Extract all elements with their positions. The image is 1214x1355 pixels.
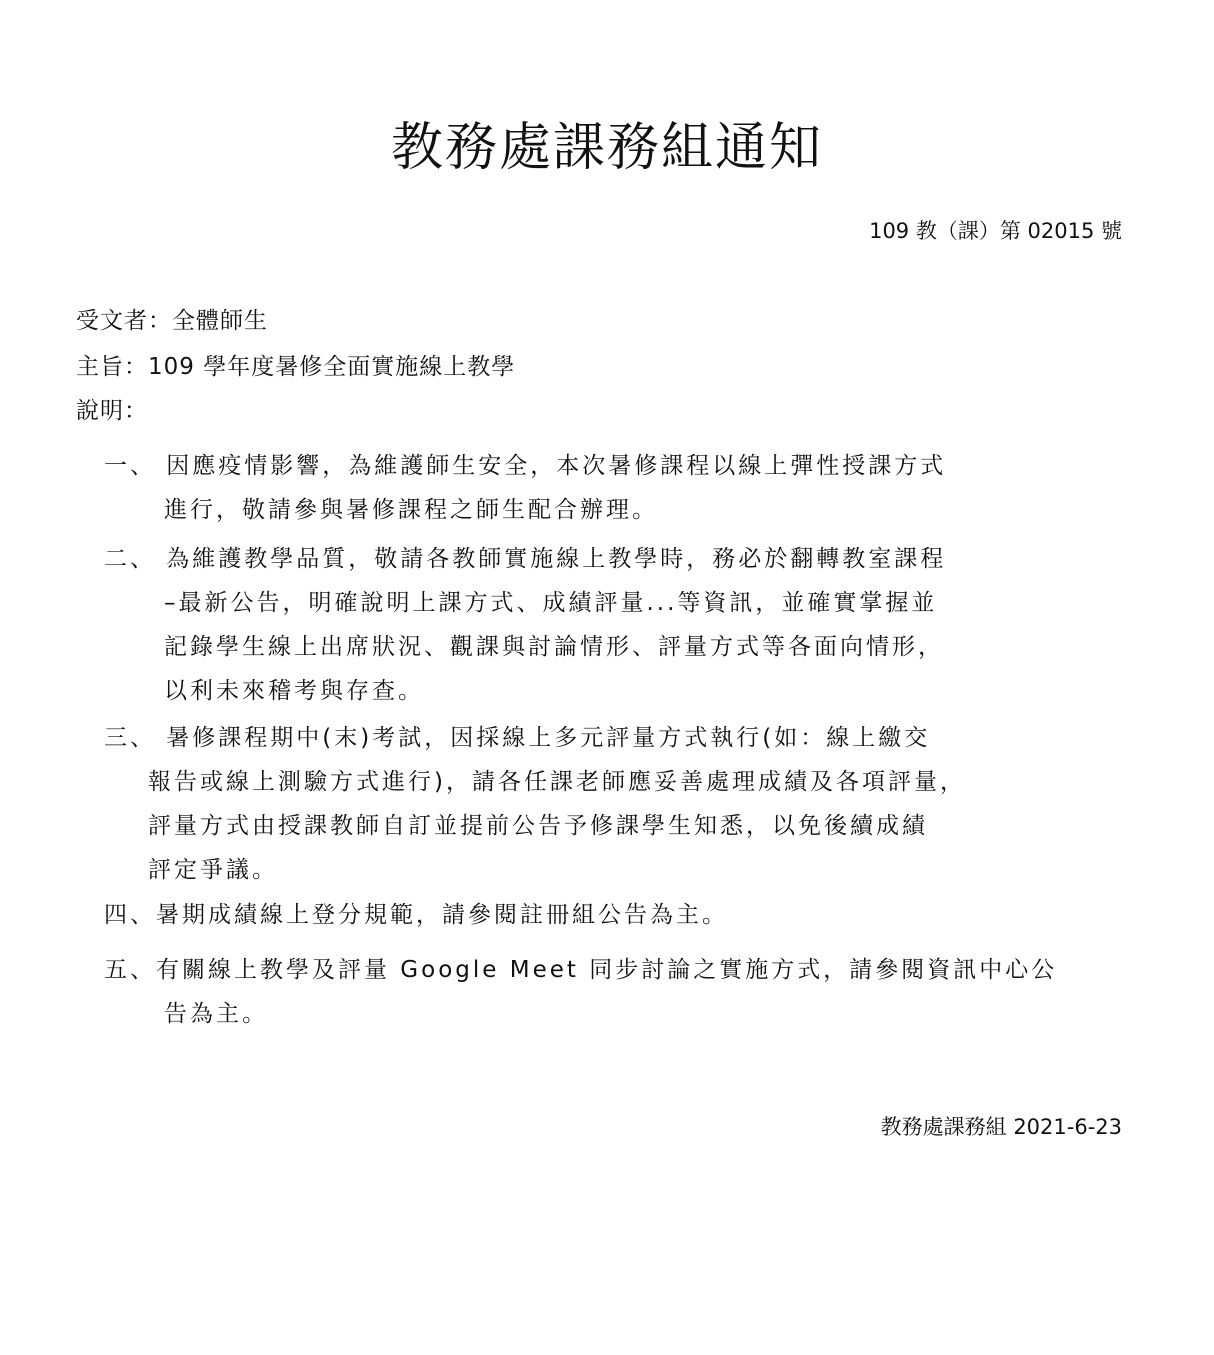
item-line: 五、有關線上教學及評量 Google Meet 同步討論之實施方式，請參閱資訊中心公 [104,957,1058,983]
explanation-item-4 [104,893,1124,937]
explanation-item-5 [104,948,1124,1036]
issuer-date-footer: 教務處課務組 2021-6-23 [880,1115,1122,1139]
notice-title: 教務處課務組通知 [390,118,823,178]
subject-line: 主旨：109 學年度暑修全面實施線上教學 [76,354,516,380]
item-line: 告為主。 [164,1001,268,1027]
item-line: 評量方式由授課教師自訂並提前公告予修課學生知悉，以免後續成績 [148,813,928,839]
item-line: 記錄學生線上出席狀況、觀課與討論情形、評量方式等各面向情形， [164,634,944,660]
explanation-item-1 [104,444,1124,532]
explanation-item-3 [104,716,1124,892]
item-line: 一、 因應疫情影響，為維護師生安全，本次暑修課程以線上彈性授課方式 [104,453,947,479]
item-line: 四、暑期成績線上登分規範，請參閱註冊組公告為主。 [104,902,728,928]
item-line: –最新公告，明確說明上課方式、成績評量...等資訊，並確實掌握並 [164,590,938,616]
item-line: 二、 為維護教學品質，敬請各教師實施線上教學時，務必於翻轉教室課程 [104,546,947,572]
item-line: 以利未來稽考與存查。 [164,678,424,704]
explanation-label: 說明： [76,398,148,424]
item-line: 進行，敬請參與暑修課程之師生配合辦理。 [164,497,658,523]
document-number: 109 教（課）第 02015 號 [869,219,1122,243]
explanation-item-2 [104,537,1124,713]
item-line: 三、 暑修課程期中(末)考試，因採線上多元評量方式執行(如：線上繳交 [104,725,931,751]
item-line: 報告或線上測驗方式進行)，請各任課老師應妥善處理成績及各項評量， [148,769,966,795]
recipient-line: 受文者：全體師生 [76,308,268,334]
item-line: 評定爭議。 [148,857,278,883]
